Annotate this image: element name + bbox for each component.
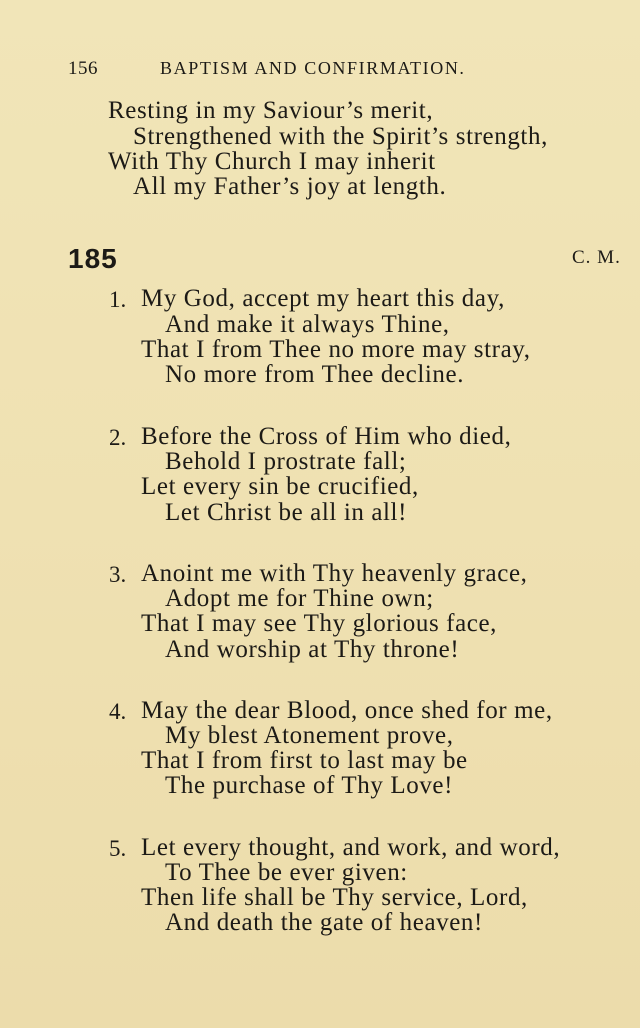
- verse-line: My God, accept my heart this day,: [141, 285, 505, 312]
- verse-line: Adopt me for Thine own;: [165, 585, 434, 612]
- verse-line: May the dear Blood, once shed for me,: [141, 697, 553, 724]
- verse-line: Let Christ be all in all!: [165, 499, 408, 526]
- verse-line: My blest Atonement prove,: [165, 722, 454, 749]
- verse-number: 5.: [109, 836, 127, 861]
- verse-line: Anoint me with Thy heavenly grace,: [141, 560, 528, 587]
- verse-line: Behold I prostrate fall;: [165, 448, 407, 475]
- page-number: 156: [68, 58, 98, 79]
- verse-line: And make it always Thine,: [165, 311, 450, 338]
- verse-number: 1.: [109, 287, 127, 312]
- verse-line: To Thee be ever given:: [165, 859, 408, 886]
- verse-line: Let every thought, and work, and word,: [141, 834, 561, 861]
- page-header: [68, 58, 568, 84]
- verse-line: No more from Thee decline.: [165, 361, 465, 388]
- prev-line-1: Resting in my Saviour’s merit,: [108, 97, 434, 124]
- verse-line: Then life shall be Thy service, Lord,: [141, 884, 528, 911]
- prev-line-3: With Thy Church I may inherit: [108, 148, 436, 175]
- verse-line: That I may see Thy glorious face,: [141, 610, 498, 637]
- verse-number: 2.: [109, 425, 127, 450]
- verse-number: 3.: [109, 562, 127, 587]
- verse-line: And worship at Thy throne!: [165, 636, 460, 663]
- prev-line-2: Strengthened with the Spirit’s strength,: [133, 123, 548, 150]
- verse-line: The purchase of Thy Love!: [165, 772, 454, 799]
- verse-line: That I from Thee no more may stray,: [141, 336, 531, 363]
- running-head: BAPTISM AND CONFIRMATION.: [160, 58, 466, 78]
- verse-line: And death the gate of heaven!: [165, 909, 483, 936]
- verse-line: Before the Cross of Him who died,: [141, 423, 512, 450]
- verse-line: That I from first to last may be: [141, 747, 468, 774]
- verse-line: Let every sin be crucified,: [141, 473, 419, 500]
- verse-number: 4.: [109, 699, 127, 724]
- hymn-number: 185: [68, 243, 118, 274]
- hymn-meter: C. M.: [572, 247, 621, 268]
- prev-line-4: All my Father’s joy at length.: [133, 173, 447, 200]
